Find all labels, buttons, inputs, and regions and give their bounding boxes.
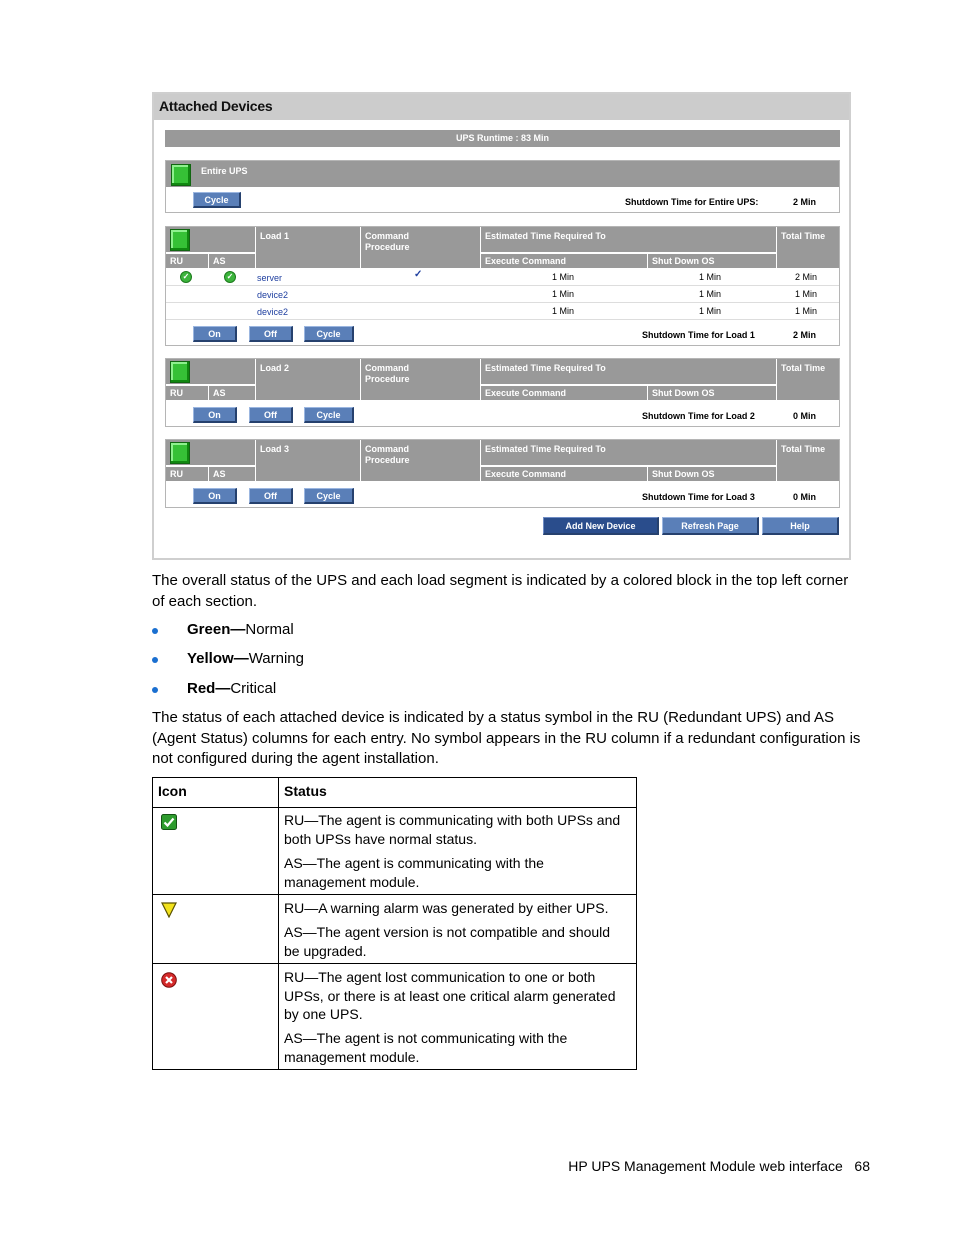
status-icon-table: Icon Status RU—The agent is communicating with both UPSs and both UPSs have normal status. AS—The agent is communicating with the management module. RU—A warning alarm was generated by either UPS. AS—The agent version is not compatible and should be upgraded. RU—The agent lost communication to one or both UPSs, or there is at least one critical alarm generated by one UPS. AS—The agent is not communicating with the management module. [152, 777, 637, 1070]
load-3-name: Load 3 [260, 444, 290, 454]
load-3-cycle-button[interactable]: Cycle [304, 488, 354, 504]
load-1-shutdown-label: Shutdown Time for Load 1 [642, 330, 755, 340]
panel-title: Attached Devices [154, 94, 849, 120]
entire-ups-cycle-button[interactable]: Cycle [193, 192, 241, 208]
entire-ups-shutdown-value: 2 Min [793, 197, 817, 207]
device-link-server[interactable]: server [257, 273, 283, 283]
entire-ups-block [165, 160, 840, 213]
help-button[interactable]: Help [762, 517, 839, 535]
load-2-shutdown-value: 0 Min [793, 411, 817, 421]
load-2-status-lamp [170, 361, 190, 383]
load-3-block: RU AS Load 3 Command Procedure Estimated Time Required To Execute Command Shut Down OS Total Time On Off Cycle Shutdown Time for Load 3 0 Min [165, 439, 840, 508]
load-1-name: Load 1 [260, 231, 290, 241]
as-ok-icon: ✓ [224, 271, 236, 283]
green-check-icon [161, 814, 177, 830]
footer-title: HP UPS Management Module web interface [568, 1158, 843, 1174]
device-link-device2[interactable]: device2 [257, 290, 289, 300]
load-2-name: Load 2 [260, 363, 290, 373]
load-1-status-lamp [170, 229, 190, 251]
bullet-icon [152, 628, 158, 634]
yellow-warning-icon [161, 901, 177, 918]
page-footer [568, 1158, 870, 1174]
table-header-status: Status [284, 783, 327, 799]
ru-ok-icon: ✓ [180, 271, 192, 283]
ups-runtime-bar: UPS Runtime : 83 Min [165, 130, 840, 147]
load-1-on-button[interactable]: On [193, 326, 237, 342]
load-2-on-button[interactable]: On [193, 407, 237, 423]
status-block-paragraph: The overall status of the UPS and each load segment is indicated by a colored block in the top left corner of each section. [152, 572, 849, 610]
bullet-icon [152, 687, 158, 693]
load-2-shutdown-label: Shutdown Time for Load 2 [642, 411, 755, 421]
load-2-off-button[interactable]: Off [249, 407, 293, 423]
load-3-shutdown-value: 0 Min [793, 492, 817, 502]
attached-devices-panel [152, 92, 851, 560]
command-procedure-check-icon: ✓ [414, 269, 423, 280]
table-header-icon: Icon [158, 783, 187, 799]
page-number: 68 [854, 1158, 870, 1174]
load-3-shutdown-label: Shutdown Time for Load 3 [642, 492, 755, 502]
add-new-device-button[interactable]: Add New Device [543, 517, 659, 535]
entire-ups-shutdown-label: Shutdown Time for Entire UPS: [625, 197, 759, 207]
device-status-paragraph: The status of each attached device is indicated by a status symbol in the RU (Redundant UPS) and AS (Agent Status) columns for each entry. No symbol appears in the RU column if a redundant configuration is not configured during the agent installation. [152, 709, 861, 767]
load-2-block: RU AS Load 2 Command Procedure Estimated Time Required To Execute Command Shut Down OS Total Time On Off Cycle Shutdown Time for Load 2 0 Min [165, 358, 840, 427]
load-3-on-button[interactable]: On [193, 488, 237, 504]
ups-status-lamp [171, 164, 191, 186]
load-1-cycle-button[interactable]: Cycle [304, 326, 354, 342]
load-3-status-lamp [170, 442, 190, 464]
device-link-device2[interactable]: device2 [257, 307, 289, 317]
load-2-cycle-button[interactable]: Cycle [304, 407, 354, 423]
load-1-shutdown-value: 2 Min [793, 330, 817, 340]
red-x-icon [161, 972, 177, 988]
load-1-off-button[interactable]: Off [249, 326, 293, 342]
load-3-off-button[interactable]: Off [249, 488, 293, 504]
refresh-page-button[interactable]: Refresh Page [662, 517, 759, 535]
bullet-icon [152, 657, 158, 663]
entire-ups-label: Entire UPS [201, 166, 248, 176]
load-1-block: RU AS Load 1 Command Procedure Estimated Time Required To Execute Command Shut Down OS Total Time ✓ ✓ server ✓ 1 Min 1 Min 2 Min device2 1 Min 1 Min 1 Min device2 1 Min 1 Min 1 Min On Off Cycle Shutdown Time for Load 1 2 Min [165, 226, 840, 346]
